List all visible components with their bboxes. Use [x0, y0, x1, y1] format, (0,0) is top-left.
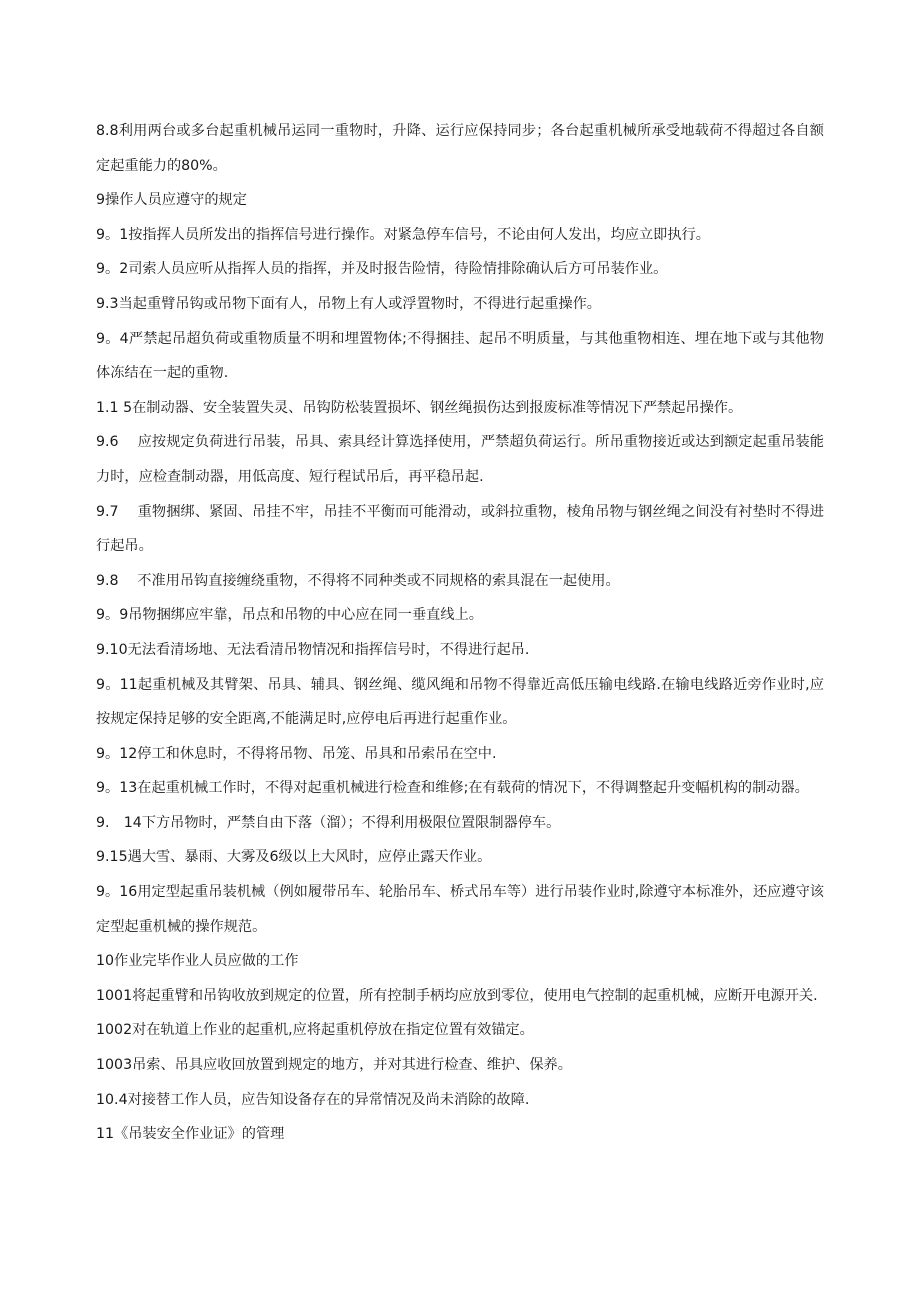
paragraph-9-3: 9.3当起重臂吊钩或吊物下面有人，吊物上有人或浮置物时，不得进行起重操作。	[96, 295, 601, 312]
paragraph-10-3: 1003吊索、吊具应收回放置到规定的地方，并对其进行检查、维护、保养。	[96, 1057, 572, 1074]
paragraph-10-4: 10.4对接替工作人员，应告知设备存在的异常情况及尚未消除的故障.	[96, 1091, 530, 1108]
paragraph-9-2: 9。2司索人员应听从指挥人员的指挥，并及时报告险情，待险情排除确认后方可吊装作业。	[96, 261, 668, 278]
section-heading-10: 10作业完毕作业人员应做的工作	[96, 953, 299, 970]
paragraph-9-16: 9。16用定型起重吊装机械（例如履带吊车、轮胎吊车、桥式吊车等）进行吊装作业时,除遵守本标准外，还应遵守该定型起重机械的操作规范。	[96, 884, 824, 935]
paragraph-9-12: 9。12停工和休息时，不得将吊物、吊笼、吊具和吊索吊在空中.	[96, 745, 497, 762]
paragraph-9-7: 9.7 重物捆绑、紧固、吊挂不牢，吊挂不平衡而可能滑动，或斜拉重物，棱角吊物与钢丝绳之间没有衬垫时不得进行起吊。	[96, 503, 824, 555]
paragraph-9-13: 9。13在起重机械工作时，不得对起重机械进行检查和维修;在有载荷的情况下，不得调整起升变幅机构的制动器。	[96, 780, 809, 797]
paragraph-9-10: 9.10无法看清场地、无法看清吊物情况和指挥信号时，不得进行起吊.	[96, 641, 530, 658]
paragraph-9-6: 9.6 应按规定负荷进行吊装，吊具、索具经计算选择使用，严禁超负荷运行。所吊重物接近或达到额定起重吊装能力时，应检查制动器，用低高度、短行程试吊后，再平稳吊起.	[96, 434, 824, 485]
paragraph-9-4: 9。4严禁起吊超负荷或重物质量不明和埋置物体;不得捆挂、起吊不明质量，与其他重物相连、埋在地下或与其他物体冻结在一起的重物.	[96, 330, 824, 382]
section-heading-9: 9操作人员应遵守的规定	[96, 192, 247, 209]
paragraph-9-14: 9. 14下方吊物时，严禁自由下落（溜）；不得利用极限位置限制器停车。	[96, 814, 561, 831]
paragraph-9-9: 9。9吊物捆绑应牢靠，吊点和吊物的中心应在同一垂直线上。	[96, 607, 483, 624]
paragraph-8-8: 8.8利用两台或多台起重机械吊运同一重物时，升降、运行应保持同步；各台起重机械所承受地载荷不得超过各自额定起重能力的80%。	[96, 123, 824, 174]
paragraph-9-11: 9。11起重机械及其臂架、吊具、辅具、钢丝绳、缆风绳和吊物不得靠近高低压输电线路.在输电线路近旁作业时,应按规定保持足够的安全距离,不能满足时,应停电后再进行起重作业。	[96, 676, 824, 728]
paragraph-9-1: 9。1按指挥人员所发出的指挥信号进行操作。对紧急停车信号，不论由何人发出，均应立即执行。	[96, 226, 710, 243]
paragraph-1-1-5: 1.1 5在制动器、安全装置失灵、吊钩防松装置损坏、钢丝绳损伤达到报废标准等情况下严禁起吊操作。	[96, 399, 743, 416]
paragraph-10-1: 1001将起重臂和吊钩收放到规定的位置，所有控制手柄均应放到零位，使用电气控制的起重机械，应断开电源开关.	[96, 987, 818, 1004]
paragraph-9-8: 9.8 不准用吊钩直接缠绕重物，不得将不同种类或不同规格的索具混在一起使用。	[96, 572, 620, 589]
document-page	[96, 114, 824, 1152]
paragraph-10-2: 1002对在轨道上作业的起重机,应将起重机停放在指定位置有效锚定。	[96, 1022, 534, 1039]
paragraph-9-15: 9.15遇大雪、暴雨、大雾及6级以上大风时，应停止露天作业。	[96, 849, 492, 866]
section-heading-11: 11《吊装安全作业证》的管理	[96, 1126, 285, 1143]
